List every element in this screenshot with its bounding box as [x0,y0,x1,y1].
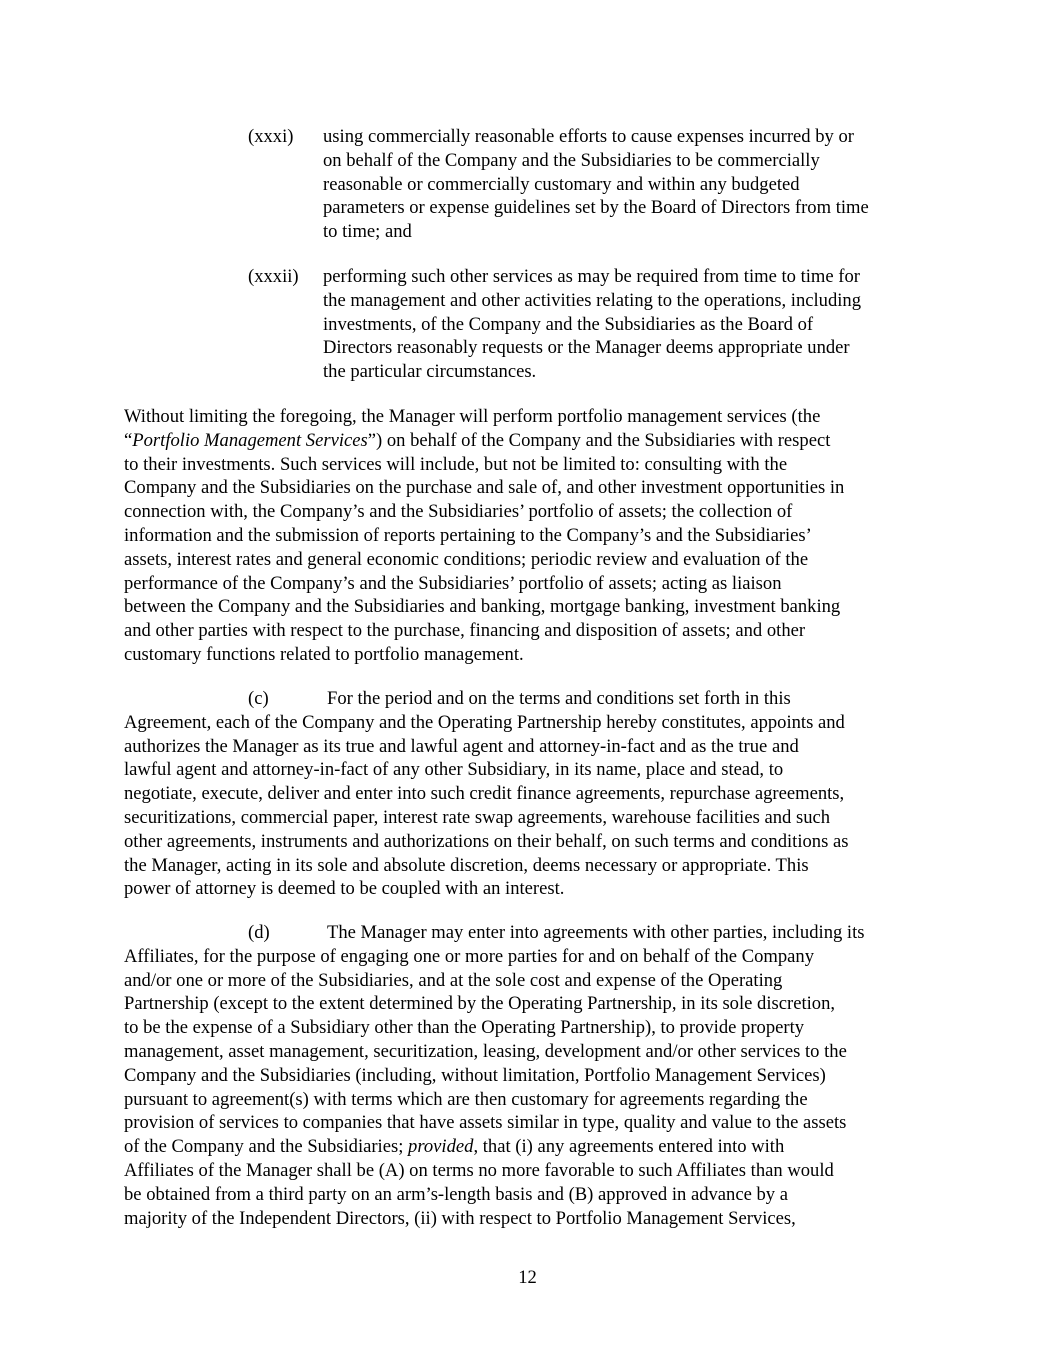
section-body [124,945,847,1231]
text-line: the particular circumstances. [323,361,537,383]
text-fragment: of the Company and the Subsidiaries; [124,1136,409,1158]
text-line: Affiliates of the Manager shall be (A) on terms no more favorable to such Affiliates than would [124,1159,834,1181]
text-line: be obtained from a third party on an arm’s-length basis and (B) approved in advance by a [124,1183,788,1205]
text-line: on behalf of the Company and the Subsidiaries to be commercially [323,149,820,171]
text-line: Partnership (except to the extent determined by the Operating Partnership, in its sole discretion, [124,993,836,1015]
text-line: management, asset management, securitization, leasing, development and/or other services to the [124,1040,847,1062]
text-line: the management and other activities relating to the operations, including [323,289,862,311]
text-line: performance of the Company’s and the Subsidiaries’ portfolio of assets; acting as liaison [124,572,782,594]
text-line: assets, interest rates and general economic conditions; periodic review and evaluation of the [124,548,809,570]
item-number: (xxxii) [248,266,299,287]
text-line: parameters or expense guidelines set by the Board of Directors from time [323,197,869,219]
text-line: and/or one or more of the Subsidiaries, and at the sole cost and expense of the Operating [124,969,783,991]
item-text [323,125,948,244]
text-line: lawful agent and attorney-in-fact of any other Subsidiary, in its name, place and stead, to [124,759,784,781]
section-number: (d) [248,922,270,943]
text-line: authorizes the Manager as its true and lawful agent and attorney-in-fact and as the true and [124,735,799,757]
item-number: (xxxi) [248,126,294,147]
text-line: power of attorney is deemed to be coupled with an interest. [124,878,565,900]
open-quote: “ [124,429,133,451]
text-line: provision of services to companies that have assets similar in type, quality and value to the assets [124,1112,847,1134]
text-line [124,1135,847,1159]
text-line: Affiliates, for the purpose of engaging one or more parties for and on behalf of the Company [124,945,815,967]
portfolio-management-paragraph [124,405,944,667]
item-text [323,265,948,384]
text-line: securitizations, commercial paper, interest rate swap agreements, warehouse facilities and such [124,806,831,828]
text-line: using commercially reasonable efforts to cause expenses incurred by or [323,126,854,147]
section-body [124,711,848,901]
text-line: and other parties with respect to the purchase, financing and disposition of assets; and other [124,620,806,642]
text-fragment: ”) on behalf of the Company and the Subsidiaries with respect [367,429,831,451]
text-line: Company and the Subsidiaries (including, without limitation, Portfolio Management Services) [124,1064,826,1086]
text-line: to time; and [323,221,412,243]
text-line: negotiate, execute, deliver and enter into such credit finance agreements, repurchase agreements, [124,783,845,805]
text-line: Without limiting the foregoing, the Manager will perform portfolio management services (the [124,406,821,427]
text-line: Directors reasonably requests or the Manager deems appropriate under [323,337,850,359]
text-line: majority of the Independent Directors, (ii) with respect to Portfolio Management Services, [124,1207,796,1229]
text-line: to their investments. Such services will include, but not be limited to: consulting with the [124,453,788,475]
text-line: Company and the Subsidiaries on the purchase and sale of, and other investment opportunities in [124,477,845,499]
text-line: pursuant to agreement(s) with terms which are then customary for agreements regarding the [124,1088,808,1110]
defined-term: Portfolio Management Services [132,429,368,451]
section-number: (c) [248,688,269,709]
text-line: the Manager, acting in its sole and absolute discretion, deems necessary or appropriate. This [124,854,809,876]
text-line: connection with, the Company’s and the Subsidiaries’ portfolio of assets; the collection of [124,501,793,523]
text-line: investments, of the Company and the Subsidiaries as the Board of [323,313,814,335]
text-line: between the Company and the Subsidiaries and banking, mortgage banking, investment banking [124,596,841,618]
text-line [124,429,944,453]
text-line: performing such other services as may be required from time to time for [323,266,860,287]
text-line: reasonable or commercially customary and within any budgeted [323,173,800,195]
text-line: other agreements, instruments and authorizations on their behalf, on such terms and conditions as [124,830,849,852]
section-lead-text: The Manager may enter into agreements with other parties, including its [327,922,865,943]
page-number: 12 [518,1267,537,1288]
text-line: Agreement, each of the Company and the Operating Partnership hereby constitutes, appoints and [124,711,845,733]
text-line: information and the submission of reports pertaining to the Company’s and the Subsidiaries’ [124,524,812,546]
text-line: customary functions related to portfolio management. [124,643,524,665]
section-lead-text: For the period and on the terms and conditions set forth in this [327,688,791,709]
text-line: to be the expense of a Subsidiary other than the Operating Partnership), to provide property [124,1017,805,1039]
text-fragment: , that (i) any agreements entered into with [473,1136,785,1158]
defined-term: provided [408,1136,474,1158]
